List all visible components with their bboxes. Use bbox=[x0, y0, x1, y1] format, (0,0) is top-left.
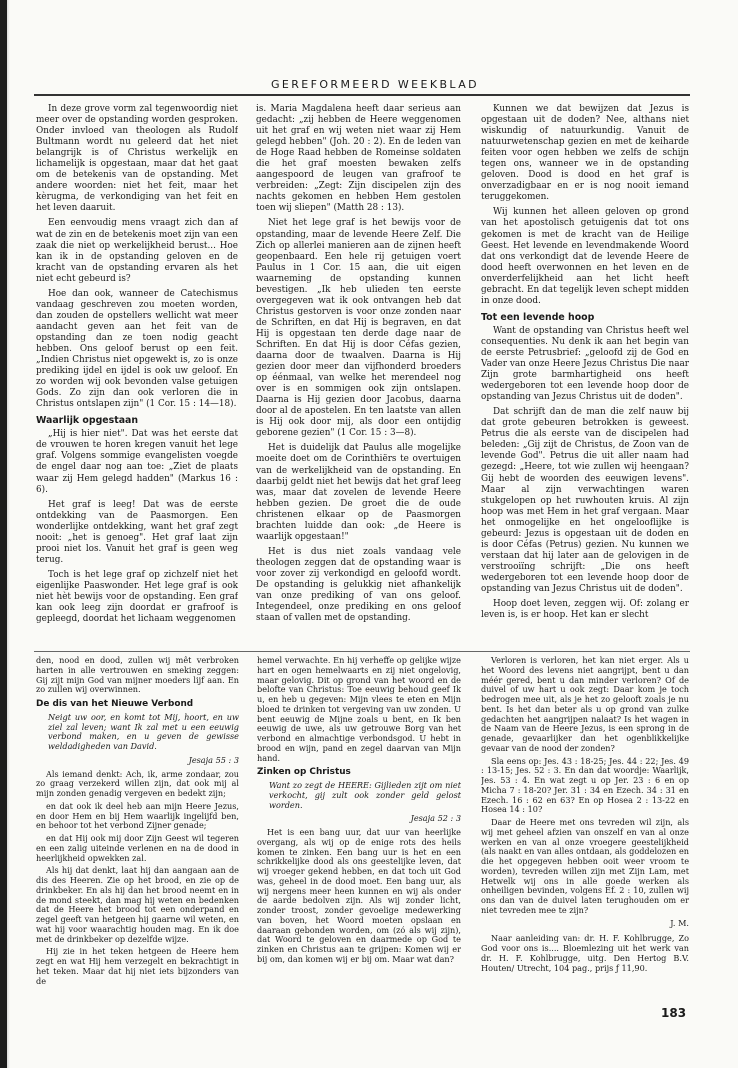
paragraph: Naar aanleiding van: dr. H. F. Kohlbrugge, Zo God voor ons is.... Bloemlezing uit het werk van dr. H. F. Kohlbrugge, uitg. Den Hertog B.V. Houten/ Utrecht, 104 pag., prijs ƒ 11,90. bbox=[481, 933, 689, 973]
paragraph: Het is dus niet zoals vandaag vele theologen zeggen dat de opstanding waar is voor zover zij verkondigd en geloofd wordt. De opstanding is gelukkig niet afhankelijk van onze prediking of van ons geloof. Integendeel, onze prediking en ons geloof staan of vallen met de opstanding. bbox=[256, 546, 461, 624]
paragraph: In deze grove vorm zal tegenwoordig niet meer over de opstanding worden gesproken. Onder invloed van theologen als Rudolf Bultmann wordt nu geleerd dat het niet belangrijk is of Christus werkelijk en lichamelijk is opgestaan, maar dat het gaat om de betekenis van de opstanding. Met andere woorden: niet het feit, maar het kèrugma, de verkondiging van het feit en het leven daaruit. bbox=[36, 104, 238, 214]
paragraph: Het is duidelijk dat Paulus alle mogelijke moeite doet om de Corinthiërs te overtuigen van de werkelijkheid van de opstanding. En daarbij geldt niet het bewijs dat het graf leeg was, maar dat zovelen de levende Heere hebben gezien. De groet die de oude christenen elkaar op de Paasmorgen brachten luidde dan ook: „de Heere is waarlijk opgestaan!" bbox=[256, 443, 461, 542]
lower-column-2 bbox=[257, 656, 461, 986]
paragraph: Een eenvoudig mens vraagt zich dan af wat de zin en de betekenis moet zijn van een zaak die niet op werkelijkheid berust... Hoe kan ik in de opstanding geloven en de kracht van de opstanding ervaren als het niet echt gebeurd is? bbox=[36, 218, 238, 284]
paragraph: Want de opstanding van Christus heeft wel consequenties. Nu denk ik aan het begin van de eerste Petrusbrief: „geloofd zij de God en Vader van onze Heere Jezus Christus Die naar Zijn grote barmhartigheid ons heeft wedergeboren tot een levende hoop door de opstanding van Jezus Christus uit de doden". bbox=[481, 325, 689, 403]
section-heading: Tot een levende hoop bbox=[481, 311, 595, 323]
paragraph: Het is een bang uur, dat uur van heerlijke overgang, als wij op de enige rots des heils komen te zinken. Een bang uur is het en een schrikkelijke dood als ons geestelijke leven, dat wij vroeger gekend hebben, en dat toch uit God was, geheel in de dood moet. Een bang uur, als wij nergens meer heen kunnen en wij als onder de aarde bedolven zijn. Als wij zonder licht, zonder troost, zonder gevoelige medewerking van boven, het Woord moeten opslaan en daaraan gebonden worden, om (zó als wij zijn), dat Woord te geloven en daarmede op God te zinken en Christus aan te grijpen: Komen wij er bij om, dan komen wij er bij om. Maar wat dan? bbox=[257, 827, 461, 964]
scripture-quote: Want zo zegt de HEERE: Gijlieden zijt om niet verkocht, gij zult ook zonder geld gelost worden. bbox=[269, 780, 461, 810]
scripture-reference: Jesaja 55 : 3 bbox=[188, 754, 239, 765]
lower-column-1 bbox=[36, 656, 239, 986]
upper-column-1 bbox=[36, 104, 238, 646]
paragraph: Hij zie in het teken hetgeen de Heere hem zegt en wat Hij hem verzegelt en bekrachtigt in het teken. Maar dat hij niet iets bijzonders van de bbox=[36, 946, 239, 986]
paragraph: „Hij is hier niet". Dat was het eerste dat de vrouwen te horen kregen vanuit het lege graf. Volgens sommige evangelisten voegde de engel daar nog aan toe: „Ziet de plaats waar zij Hem gelegd hadden" (Markus 16 : 6). bbox=[36, 429, 238, 495]
paragraph: Kunnen we dat bewijzen dat Jezus is opgestaan uit de doden? Nee, althans niet wiskundig of natuurkundig. Vanuit de natuurwetenschap gezien en met de keiharde feiten voor ogen hebben we zelfs de schijn tegen ons, wanneer we in de opstanding geloven. Dood is dood en het graf is onverzadigbaar en er is nog nooit iemand teruggekomen. bbox=[481, 104, 689, 203]
paragraph: Het graf is leeg! Dat was de eerste ontdekking van de Paasmorgen. Een wonderlijke ontdekking, want het graf zegt nooit: „het is genoeg". Het graf laat zijn prooi niet los. Vanuit het graf is geen weg terug. bbox=[36, 499, 238, 565]
paragraph: Als iemand denkt: Ach, ik, arme zondaar, zou zo graag verzekerd willen zijn, dat ook mij al mijn zonden genadig vergeven en bedekt zijn; bbox=[36, 768, 239, 798]
section-heading: Zinken op Christus bbox=[257, 767, 351, 778]
author-signature: J. M. bbox=[670, 917, 689, 928]
scan-edge bbox=[0, 0, 10, 1068]
upper-column-2 bbox=[256, 104, 461, 646]
paragraph: is. Maria Magdalena heeft daar serieus aan gedacht: „zij hebben de Heere weggenomen uit het graf en wij weten niet waar zij Hem gelegd hebben" (Joh. 20 : 2). En de leden van de Hoge Raad hebben de Romeinse soldaten die het graf moesten bewaken zelfs aangespoord de leugen van grafroof te verbreiden: „Zegt: Zijn discipelen zijn des nachts gekomen en hebben Hem gestolen toen wij sliepen" (Matth 28 : 13). bbox=[256, 104, 461, 214]
scripture-reference: Jesaja 52 : 3 bbox=[410, 813, 461, 824]
paragraph: Dat schrijft dan de man die zelf nauw bij dat grote gebeuren betrokken is geweest. Petrus die als eerste van de discipelen had beleden: „Gij zijt de Christus, de Zoon van de levende God". Petrus die uit aller naam had gezegd: „Heere, tot wie zullen wij heengaan? Gij hebt de woorden des eeuwigen levens". Maar al zijn verwachtingen waren stukgelopen op het ruwhouten kruis. Al zijn hoop was met Hem in het graf vergaan. Maar het onmogelijke en het ongelooflijke is gebeurd: Jezus is opgestaan uit de doden en is door Céfas (Petrus) gezien. Nu kunnen we verstaan dat hij later aan de gelovigen in de verstrooiïng schrijft: „Die ons heeft wedergeboren tot een levende hoop door de opstanding van Jezus Christus uit de doden". bbox=[481, 407, 689, 594]
paragraph: Verloren is verloren, het kan niet erger. Als u het Woord des levens niet aangrijpt, bent u dan méér gered, bent u dan minder verloren? Of de duivel of uw hart u ook zegt: Daar kom je toch bedrogen mee uit, als je het zo gelooft zoals je nu bent. Is het dan beter als u op grond van zulke gedachten het aangrijpen nalaat? Is het wagen in de Naam van de Heere Jezus, is een sprong in de genade, gevaarlijker dan het ogenblikkelijke gevaar van de nood der zonden? bbox=[481, 656, 689, 753]
upper-column-3 bbox=[481, 104, 689, 646]
paragraph: Hoe dan ook, wanneer de Catechismus vandaag geschreven zou moeten worden, dan zouden de opstellers wellicht wat meer aandacht geven aan het feit van de opstanding dan ze toen nodig geacht hebben. Ons geloof berust op een feit. „Indien Christus niet opgewekt is, zo is onze prediking ijdel en ijdel is ook uw geloof. En zo worden wij ook bevonden valse getuigen Gods. Zo zijn dan ook verloren die in Christus ontslapen zijn" (1 Cor. 15 : 14—18). bbox=[36, 288, 238, 410]
page-number: 183 bbox=[661, 1006, 687, 1020]
section-heading: De dis van het Nieuwe Verbond bbox=[36, 699, 194, 709]
paragraph: en dat Hij ook mij door Zijn Geest wil tegeren en een zalig uiteinde verlenen en na de dood in heerlijkheid opwekken zal. bbox=[36, 833, 239, 863]
page-header: GEREFORMEERD WEEKBLAD bbox=[270, 78, 479, 91]
scripture-quote: Neigt uw oor, en komt tot Mij, hoort, en uw ziel zal leven; want Ik zal met u een eeuwig verbond maken, en u geven de gewisse weldadigheden van David. bbox=[48, 711, 239, 751]
paragraph: hemel verwachte. En hij verheffe op gelijke wijze hart en ogen hemelwaarts en zij niet ongelovig, maar gelovig. Dit op grond van het woord en de belofte van Christus: Toe eeuwig behoud geef Ik u, en heb u gegeven: Mijn vlees te eten en Mijn bloed te drinken tot vergeving van uw zonden. U bent eeuwig de Mijne zoals u bent, en Ik ben eeuwig de uwe, als uw getrouwe Borg van het verbond en almachtige verbondsgod. U hebt in brood en wijn, pand en zegel daarvan van Mijn hand. bbox=[257, 656, 461, 763]
lower-column-3 bbox=[481, 656, 689, 986]
paragraph: Sla eens op: Jes. 43 : 18-25; Jes. 44 : 22; Jes. 49 : 13-15; Jes. 52 : 3. En dan dat woordje: Waarlijk, Jes. 53 : 4. En wat zegt u op Jer. 23 : 6 en op Micha 7 : 18-20? Jer. 31 : 34 en Ezech. 34 : 31 en Ezech. 16 : 62 en 63? En op Hosea 2 : 13-22 en Hosea 14 : 10? bbox=[481, 755, 689, 815]
paragraph: Niet het lege graf is het bewijs voor de opstanding, maar de levende Heere Zelf. Die Zich op allerlei manieren aan de zijnen heeft geopenbaard. Een hele rij getuigen voert Paulus in 1 Cor. 15 aan, die uit eigen waarneming de opstanding kunnen bevestigen. „Ik heb ulieden ten eerste overgegeven wat ik ook ontvangen heb dat Christus gestorven is voor onze zonden naar de Schriften, en dat Hij is begraven, en dat Hij is opgestaan ten derde dage naar de Schriften. En dat Hij is door Céfas gezien, daarna door de twaalven. Daarna is Hij gezien door meer dan vijfhonderd broeders op éénmaal, van welke het merendeel nog over is en sommigen ook zijn ontslapen. Daarna is Hij gezien door Jacobus, daarna door al de apostelen. En ten laatste van allen is Hij ook door mij, als door een ontijdig geborene gezien" (1 Cor. 15 : 3—8). bbox=[256, 218, 461, 439]
paragraph: Daar de Heere met ons tevreden wil zijn, als wij met geheel afzien van onszelf en van al onze werken en van al onze vroegere geestelijkheid (als naakt en van alles ontdaan, als goddelozen en die het opgegeven hebben ooit weer vroom te worden), tevreden willen zijn met Zijn Lam, met Hetwelk wij ons in alle goede werken als onheiligen bevinden, volgens Ef. 2 : 10, zullen wij ons dan van de duivel laten terughouden om er niet tevreden mee te zijn? bbox=[481, 817, 689, 915]
paragraph: Hoop doet leven, zeggen wij. Of: zolang er leven is, is er hoop. Het kan er slecht bbox=[481, 599, 689, 621]
paragraph: Toch is het lege graf op zichzelf niet het eigenlijke Paaswonder. Het lege graf is ook niet hèt bewijs voor de opstanding. Een graf kan ook leeg zijn doordat er grafroof is gepleegd, doordat het lichaam weggenomen bbox=[36, 569, 238, 625]
header-rule bbox=[34, 94, 690, 96]
paragraph: den, nood en dood, zullen wij mêt verbroken harten in alle vertrouwen en smeking zeggen: Gij zijt mijn God van mijner moeders lijf aan. En zo zullen wij overwinnen. bbox=[36, 656, 239, 695]
section-heading: Waarlijk opgestaan bbox=[36, 415, 139, 427]
paragraph: Wij kunnen het alleen geloven op grond van het apostolisch getuigenis dat tot ons gekomen is met de kracht van de Heilige Geest. Het levende en levendmakende Woord dat ons verkondigt dat de levende Heere de dood heeft overwonnen en het leven en de onverderfelijkheid aan het licht heeft gebracht. En dat tegelijk leven schept midden in onze dood. bbox=[481, 207, 689, 306]
paragraph: Als hij dat denkt, laat hij dan aangaan aan de dis des Heeren. Zie op het brood, en zie op de drinkbeker. En als hij dan het brood neemt en in de mond steekt, dan mag hij weten en bedenken dat de Heere het brood tot een onderpand en zegel geeft van hetgeen hij gaarne wil weten, en wat hij voor waarachtig houden mag. En ik doe met de drinkbeker op dezelfde wijze. bbox=[36, 865, 239, 944]
paragraph: en dat ook ik deel heb aan mijn Heere Jezus, en door Hem en bij Hem waarlijk ingelijfd ben, en behoor tot het verbond Zijner genade; bbox=[36, 800, 239, 831]
section-divider bbox=[34, 651, 690, 652]
